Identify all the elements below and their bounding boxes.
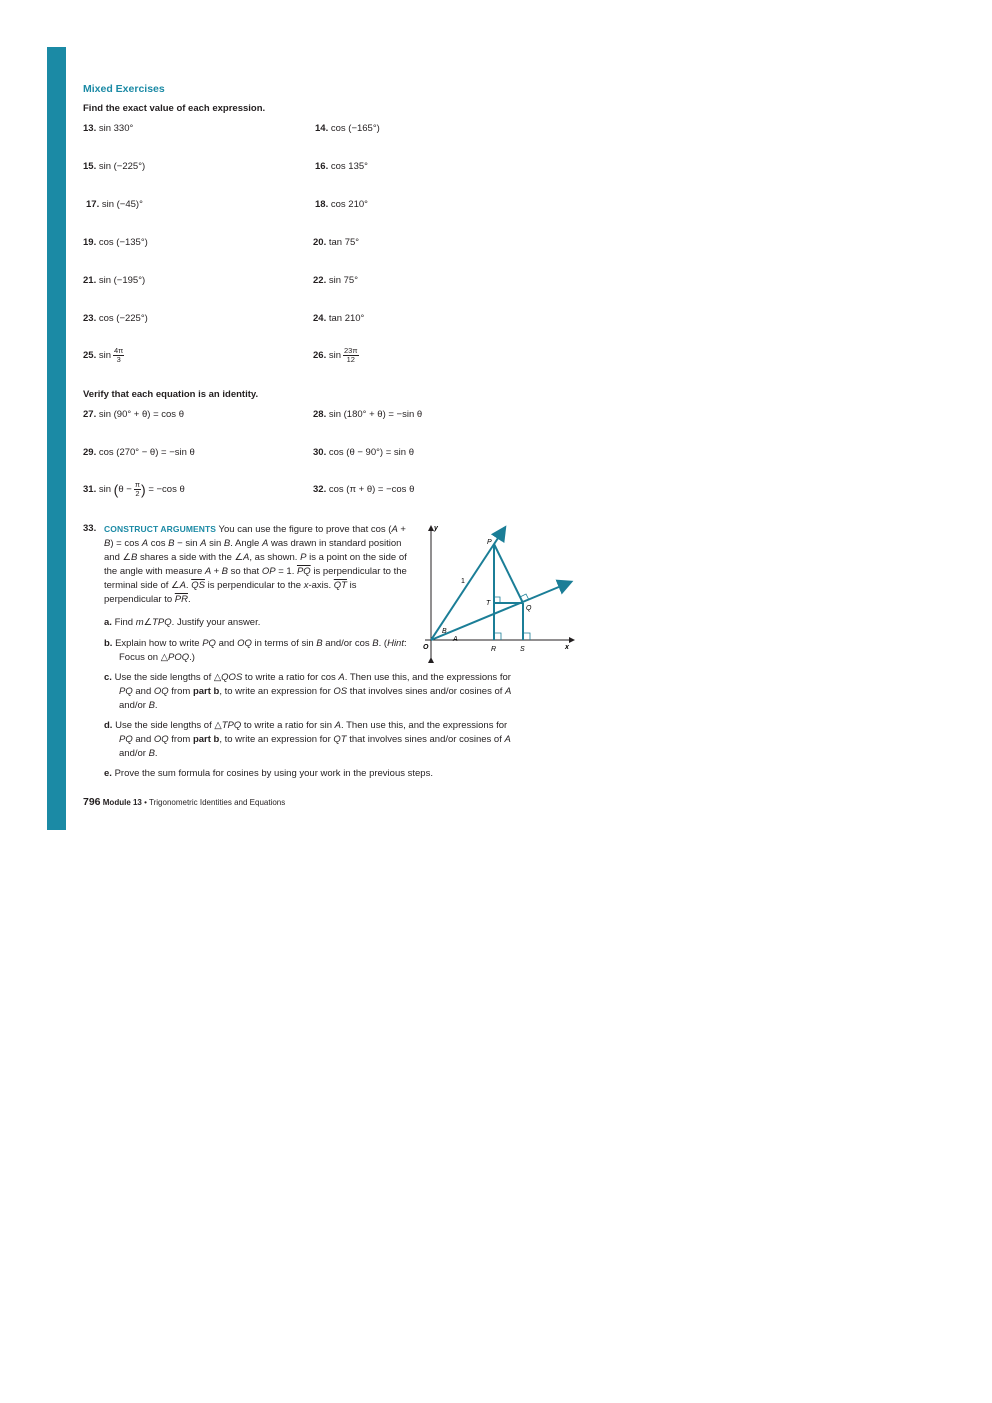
right-angle-r (494, 633, 501, 640)
ray-a (431, 584, 566, 640)
problem-number: 33. (83, 523, 97, 534)
segment-pq (494, 544, 523, 603)
exercise-25: 25. sin $\frac{4\pi}{3}$ (83, 346, 124, 364)
page-number: 796 (83, 796, 101, 808)
page-footer (83, 796, 285, 808)
footer-bullet: • (144, 798, 147, 807)
exercise-23: 23. cos (−225°) (83, 313, 148, 324)
directions-expressions: Find the exact value of each expression. (83, 103, 266, 114)
exercise-22: 22. sin 75° (313, 275, 359, 286)
label-p: P (487, 539, 492, 546)
side-accent-bar (47, 47, 66, 830)
part-b: b. Explain how to write PQ and OQ in terms of sin B and/or cos B. (Hint: Focus on △POQ.) (104, 638, 407, 663)
directions-identities: Verify that each equation is an identity. (83, 389, 259, 400)
label-one: 1 (461, 578, 465, 585)
right-angle-s (523, 633, 530, 640)
label-r: R (491, 646, 497, 653)
fraction: $\frac{\pi}{2}$ (134, 480, 140, 498)
fraction: $\frac{4\pi}{3}$ (114, 346, 124, 364)
construct-arguments-tag: CONSTRUCT ARGUMENTS (104, 524, 217, 534)
part-e: e. Prove the sum formula for cosines by using your work in the previous steps. (104, 768, 433, 779)
ray-a-plus-b (431, 532, 502, 640)
exercise-29: 29. cos (270° − θ) = −sin θ (83, 447, 195, 458)
part-c: c. Use the side lengths of △QOS to write a ratio for cos A. Then use this, and the expressions for PQ and OQ from part b, to write an expression for OS that involves sines and/or cosines of A and/or B. (104, 672, 512, 711)
exercise-32: 32. cos (π + θ) = −cos θ (313, 484, 415, 495)
exercise-14: 14. cos (−165°) (315, 123, 380, 134)
fraction: $\frac{23\pi}{12}$ (344, 346, 358, 364)
module-label: Module 13 (102, 798, 142, 807)
section-title: Mixed Exercises (83, 83, 165, 95)
module-title: Trigonometric Identities and Equations (149, 798, 286, 807)
exercise-18: 18. cos 210° (315, 199, 368, 210)
exercise-28: 28. sin (180° + θ) = −sin θ (313, 409, 423, 420)
exercise-19: 19. cos (−135°) (83, 237, 148, 248)
exercise-27: 27. sin (90° + θ) = cos θ (83, 409, 184, 420)
exercise-24: 24. tan 210° (313, 313, 365, 324)
label-t: T (486, 600, 491, 607)
exercise-16: 16. cos 135° (315, 161, 368, 172)
exercise-30: 30. cos (θ − 90°) = sin θ (313, 447, 414, 458)
label-x: x (565, 644, 569, 651)
part-d: d. Use the side lengths of △TPQ to write a ratio for sin A. Then use this, and the expressions for PQ and OQ from part b, to write an expression for QT that involves sines and/or cosines of A and/or B. (104, 720, 511, 759)
label-q: Q (526, 605, 532, 612)
exercise-15: 15. sin (−225°) (83, 161, 146, 172)
label-y: y (434, 525, 438, 532)
trig-figure (410, 520, 580, 665)
exercise-13: 13. sin 330° (83, 123, 134, 134)
label-s: S (520, 646, 525, 653)
part-a: a. Find m∠TPQ. Justify your answer. (104, 617, 261, 628)
problem-33-prompt: 33. CONSTRUCT ARGUMENTS You can use the figure to prove that cos (A + B) = cos A cos B − sin A sin B. Angle A was drawn in standard position and ∠B shares a side with the ∠A, as shown. P is a point on the side of the angle with measure A + B so that OP = 1. $\overline{PQ}$ is perpendicular to the terminal side of ∠A. $\overline{QS}$ is perpendicular to the x-axis. $\overline{QT}$ is perpendicular to $\overline{PR}$. (83, 523, 407, 605)
label-a: A (453, 636, 458, 643)
exercise-20: 20. tan 75° (313, 237, 360, 248)
label-b: B (442, 628, 447, 635)
exercise-21: 21. sin (−195°) (83, 275, 146, 286)
exercise-17: 17. sin (−45)° (86, 199, 143, 210)
exercise-31: 31. sin (θ − $\frac{\pi}{2}$ ) = −cos θ (83, 480, 185, 498)
exercise-26: 26. sin $\frac{23\pi}{12}$ (313, 346, 358, 364)
label-o: O (423, 644, 429, 651)
